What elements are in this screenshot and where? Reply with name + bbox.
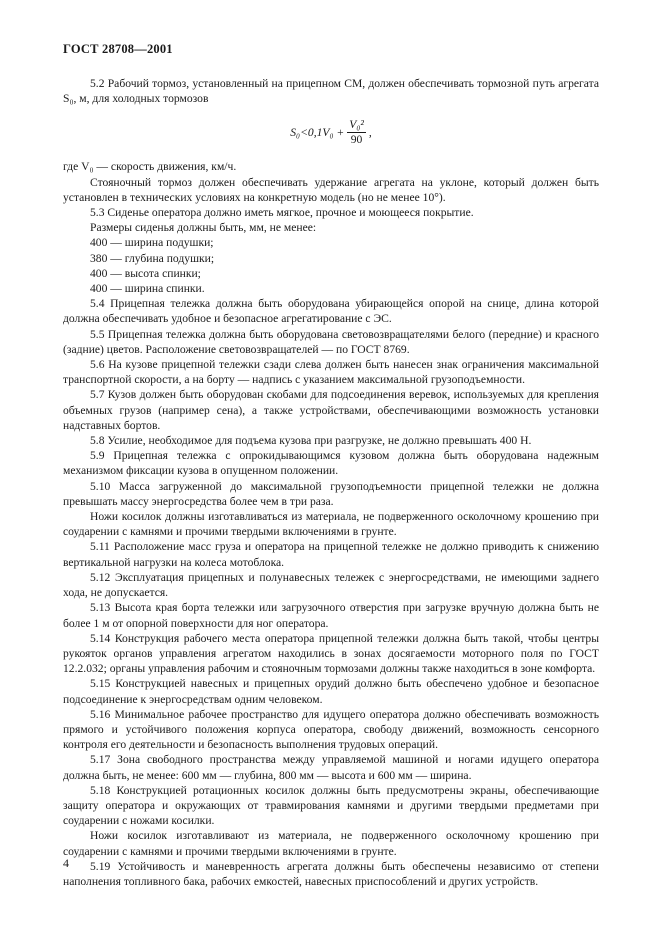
paragraph: 5.16 Минимальное рабочее пространство для идущего оператора должно обеспечивать возможность прямого и устойчивого положения корпуса оператора, свободу движений, возможность сенсорного контроля его деятельности и безопасность выполнения трудовых операций. <box>63 707 599 752</box>
paragraph: 5.10 Масса загруженной до максимальной грузоподъемности прицепной тележки не должна превышать массу энергосредства более чем в три раза. <box>63 479 599 508</box>
paragraph: 5.5 Прицепная тележка должна быть оборудована световозвращателями белого (передние) и красного (задние) цветов. Расположение световозвращателей — по ГОСТ 8769. <box>63 327 599 356</box>
formula-tail: , <box>368 125 372 139</box>
paragraph-list <box>63 159 599 889</box>
formula-numerator: V₀² <box>349 117 364 131</box>
paragraph: 5.14 Конструкция рабочего места оператора прицепной тележки должна быть такой, чтобы центры рукояток органов управления агрегатом находились в зонах досягаемости моторного поля по ГОСТ 12.2.032; органы управления рабочим и стояночным тормозами должны также находиться в зоне комфорта. <box>63 631 599 676</box>
paragraph-5-2: 5.2 Рабочий тормоз, установленный на прицепном СМ, должен обеспечивать тормозной путь агрегата S₀, м, для холодных тормозов <box>63 77 599 106</box>
paragraph: 5.6 На кузове прицепной тележки сзади слева должен быть нанесен знак ограничения максимальной транспортной скорости, а на борту — надпись с указанием максимальной грузоподъемности. <box>63 358 599 387</box>
formula-fraction <box>347 118 366 147</box>
paragraph: 5.4 Прицепная тележка должна быть оборудована убирающейся опорой на снице, длина которой должна обеспечивать удобное и безопасное агрегатирование с ЭС. <box>63 297 599 326</box>
page-number: 4 <box>63 856 69 870</box>
paragraph: 5.7 Кузов должен быть оборудован скобами для подсоединения веревок, используемых для крепления объемных грузов (например сена), а также устройствами, обеспечивающими возможность установки надставных бортов. <box>63 388 599 432</box>
paragraph: 5.8 Усилие, необходимое для подъема кузова при разгрузке, не должно превышать 400 Н. <box>90 434 532 448</box>
paragraph: 5.12 Эксплуатация прицепных и полунавесных тележек с энергосредствами, не имеющими заднего хода, не допускается. <box>63 570 599 600</box>
paragraph: 5.18 Конструкцией ротационных косилок должны быть предусмотрены экраны, обеспечивающие защиту оператора и окружающих от травмирования камнями и другими твердыми предметами при соударении с ножами косилки. <box>63 783 599 828</box>
document-body <box>63 76 599 889</box>
paragraph: Ножи косилок изготавливают из материала, не подверженного осколочному крошению при соударении с камнями и прочими твердыми включениями в грунте. <box>63 829 599 858</box>
paragraph: Ножи косилок должны изготавливаться из материала, не подверженного осколочному крошению при соударении с камнями и прочими твердыми включениями в грунте. <box>63 510 599 539</box>
paragraph: 5.9 Прицепная тележка с опрокидывающимся кузовом должна быть оборудована надежным механизмом фиксации кузова в опущенном положении. <box>63 449 599 478</box>
paragraph: 400 — ширина подушки; <box>90 236 214 250</box>
paragraph: где V₀ — скорость движения, км/ч. <box>63 160 237 174</box>
braking-formula <box>63 112 599 152</box>
formula-denominator: 90 <box>350 132 363 146</box>
paragraph: Размеры сиденья должны быть, мм, не менее: <box>90 221 317 235</box>
page-header: ГОСТ 28708—2001 <box>63 42 173 56</box>
paragraph: 400 — ширина спинки. <box>90 282 205 296</box>
paragraph: 5.15 Конструкцией навесных и прицепных орудий должно быть обеспечено удобное и безопасное подсоединение к энергосредствам одним человеком. <box>63 677 599 706</box>
paragraph: 5.13 Высота края борта тележки или загрузочного отверстия при загрузке вручную должна быть не более 1 м от опорной поверхности для ног оператора. <box>63 601 599 630</box>
paragraph: 5.17 Зона свободного пространства между управляемой машиной и ногами идущего оператора должна быть, не менее: 600 мм — глубина, 800 мм — высота и 600 мм — ширина. <box>63 753 599 782</box>
paragraph: 5.19 Устойчивость и маневренность агрегата должны быть обеспечены независимо от степени наполнения топливного бака, рабочих емкостей, навесных приспособлений и других устройств. <box>63 859 599 888</box>
paragraph: 400 — высота спинки; <box>90 266 201 280</box>
paragraph: 5.11 Расположение масс груза и оператора на прицепной тележке не должно приводить к снижению вертикальной нагрузки на колеса мотоблока. <box>63 540 599 569</box>
paragraph: 380 — глубина подушки; <box>90 251 215 265</box>
paragraph: 5.3 Сиденье оператора должно иметь мягкое, прочное и моющееся покрытие. <box>90 206 474 220</box>
paragraph: Стояночный тормоз должен обеспечивать удержание агрегата на уклоне, который должен быть установлен в технических условиях на конкретную модель (но не менее 10°). <box>63 175 599 204</box>
formula-lhs: S₀<0,1V₀ + <box>290 125 345 139</box>
